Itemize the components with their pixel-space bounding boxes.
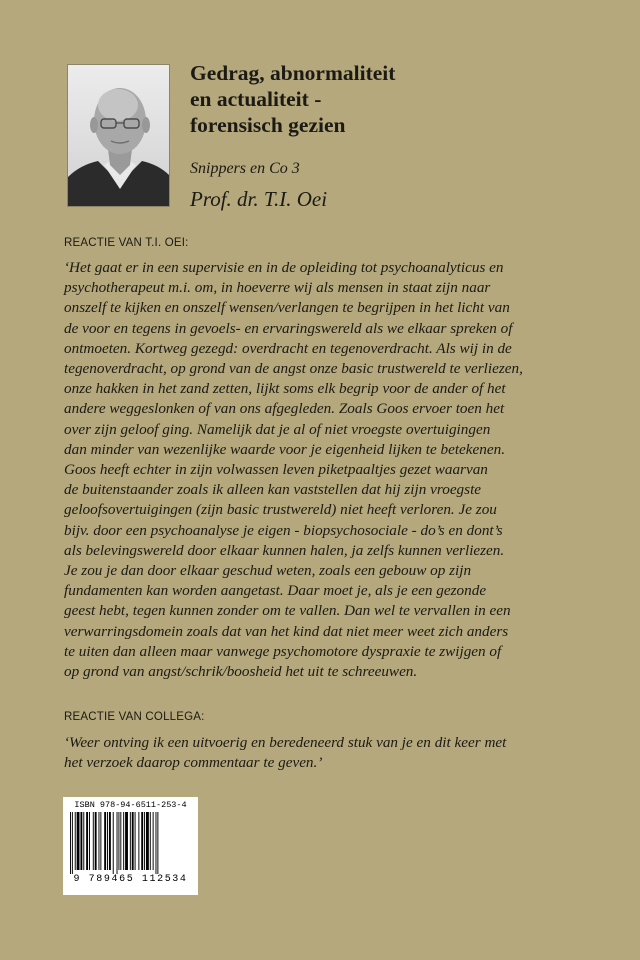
barcode-bar	[146, 812, 149, 870]
quote-line: bijv. door een psychoanalyse je eigen - biopsychosociale - do’s en dont’s	[64, 521, 503, 539]
barcode-bar	[130, 812, 131, 870]
quote-line: als belevingswereld door elkaar kunnen halen, ja zelfs kunnen verliezen.	[64, 541, 505, 559]
quote-line: over zijn geloof ging. Namelijk dat je al of niet vroegste overtuigingen	[64, 420, 491, 438]
quote-oei	[64, 258, 584, 682]
barcode-bar	[138, 812, 139, 870]
barcode-bar	[100, 812, 101, 870]
section-label-oei: REACTIE VAN T.I. OEI:	[64, 237, 189, 249]
quote-line: onze hakken in het zand zetten, lijkt soms elk begrip voor de ander of het	[64, 380, 506, 398]
barcode-bar	[83, 812, 84, 870]
barcode-bar	[157, 812, 158, 874]
quote-line: Goos heeft echter in zijn volwassen leven piketpaaltjes gezet waarvan	[64, 461, 488, 479]
barcode-bar	[123, 812, 124, 870]
barcode-bar	[135, 812, 136, 870]
barcode-bar	[150, 812, 151, 870]
quote-line: te uiten dan alleen maar vanwege psychomotore dyspraxie te zwijgen of	[64, 642, 502, 660]
barcode-bar	[89, 812, 90, 870]
barcode-bar	[104, 812, 106, 870]
barcode-bar	[117, 812, 118, 874]
barcode-bar	[125, 812, 128, 870]
quote-line: op grond van angst/schrik/boosheid het uit te schreeuwen.	[64, 663, 418, 681]
section-label-collega: REACTIE VAN COLLEGA:	[64, 711, 205, 723]
quote-line: tegenoverdracht, op grond van de angst onze basic trustwereld te verliezen,	[64, 360, 523, 378]
barcode-bar	[99, 812, 100, 870]
quote-line: geest hebt, tegen kunnen zonder om te vallen. Dan wel te vervallen in een	[64, 602, 511, 620]
quote-line: verwarringsdomein zoals dat van het kind dat niet meer weet zich anders	[64, 622, 509, 640]
barcode-bar	[77, 812, 80, 870]
author-photo	[67, 64, 170, 207]
barcode-bar	[107, 812, 108, 870]
barcode-bar	[86, 812, 88, 870]
barcode-bar	[80, 812, 82, 870]
barcode-bar	[141, 812, 143, 870]
quote-line: andere weggeslonken of van ons afgegleden. Zoals Goos ervoer toen het	[64, 400, 505, 418]
quote-line: dan minder van wezenlijke waarde voor je eigenheid lijken te betekenen.	[64, 440, 505, 458]
book-title-line: Gedrag, abnormaliteit	[190, 61, 396, 85]
book-subtitle: Snippers en Co 3	[190, 160, 300, 177]
barcode-bar	[132, 812, 134, 870]
barcode-bar	[153, 812, 154, 870]
barcode-bars	[68, 812, 193, 874]
barcode-bar	[144, 812, 145, 870]
author-portrait-image	[68, 65, 170, 207]
quote-line: ‘Weer ontving ik een uitvoerig en beredeneerd stuk van je en dit keer met	[64, 734, 507, 751]
quote-line: het verzoek daarop commentaar te geven.’	[64, 754, 323, 772]
quote-line: ‘Het gaat er in een supervisie en in de opleiding tot psychoanalyticus en	[64, 259, 504, 276]
barcode-bar	[95, 812, 97, 870]
quote-line: de voor en tegens in gevoels- en ervaringswereld als we elkaar spreken of	[64, 319, 513, 337]
quote-line: Je zou je dan door elkaar geschud weten, zoals een gebouw op zijn	[64, 562, 472, 580]
book-author: Prof. dr. T.I. Oei	[190, 187, 328, 211]
quote-collega	[64, 733, 584, 773]
isbn-barcode	[63, 797, 198, 895]
ean-digits: 9 789465 112534	[73, 874, 188, 885]
quote-line: psychotherapeut m.i. om, in hoeverre wij als mensen in staat zijn naar	[64, 279, 491, 297]
barcode-bar	[70, 812, 71, 874]
quote-line: de buitenstaander zoals ik alleen kan vaststellen dat hij zijn vroegste	[64, 481, 482, 499]
quote-line: ontmoeten. Kortweg gezegd: overdracht en tegenoverdracht. Als wij in de	[64, 339, 512, 357]
barcode-bar	[75, 812, 76, 870]
barcode-bar	[118, 812, 119, 870]
barcode-bar	[72, 812, 73, 874]
barcode-bar	[93, 812, 94, 870]
book-title-line: en actualiteit -	[190, 87, 322, 111]
barcode-bar	[120, 812, 121, 870]
barcode-bar	[113, 812, 114, 874]
book-title-line: forensisch gezien	[190, 113, 346, 137]
quote-line: geloofsovertuigingen (zijn basic trustwereld) niet heeft verloren. Je zou	[64, 501, 497, 519]
isbn-text: ISBN 978-94-6511-253-4	[74, 800, 187, 810]
book-title	[190, 60, 610, 138]
quote-line: onszelf te kijken en onszelf wensen/verlangen te begrijpen in het licht van	[64, 299, 510, 317]
barcode-bar	[156, 812, 157, 874]
quote-line: fundamenten kan worden aangetast. Daar moet je, als je een gezonde	[64, 582, 487, 600]
barcode-bar	[109, 812, 111, 870]
